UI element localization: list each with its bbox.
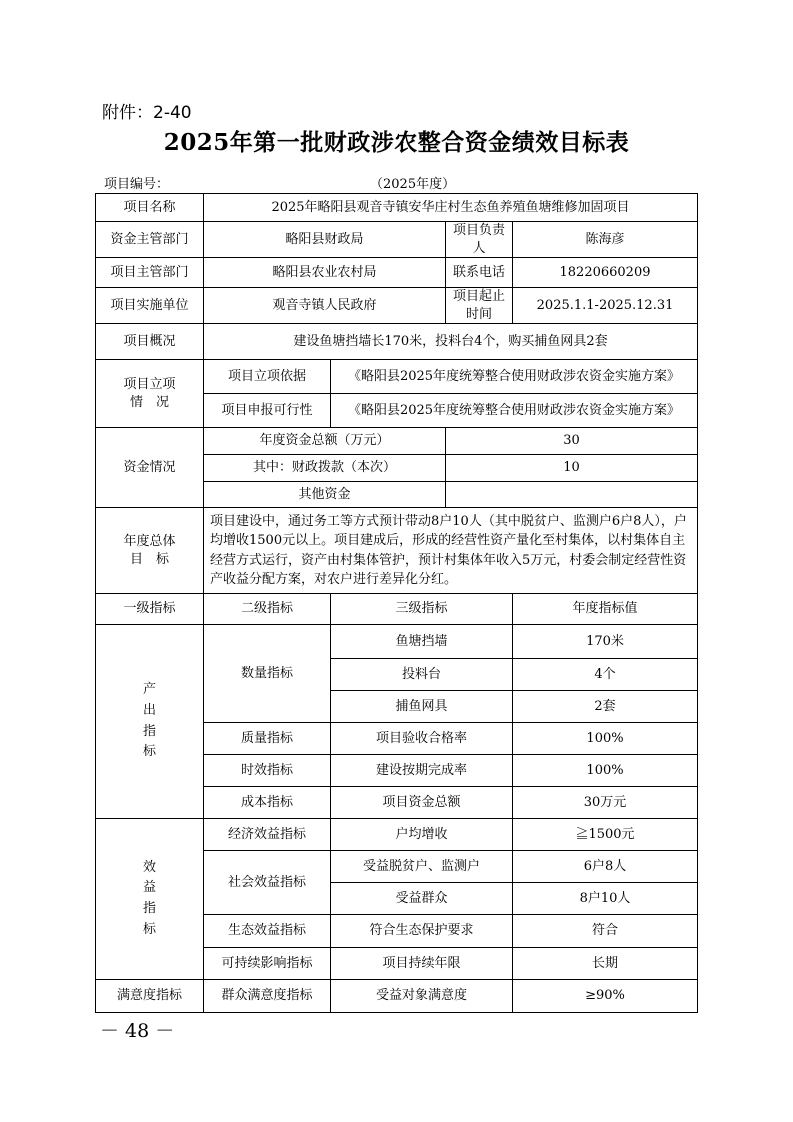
funds-fiscal-value: 10 [446, 455, 698, 482]
project-dept-value: 略阳县农业农村局 [204, 258, 446, 288]
output-char: 产 [142, 682, 156, 698]
funds-total-label: 年度资金总额（万元） [204, 428, 446, 455]
implementing-unit-label: 项目实施单位 [96, 288, 204, 324]
table-row [96, 594, 698, 625]
table-row [96, 258, 698, 288]
benefit-char: 益 [142, 880, 156, 896]
ecological-indicator-label: 生态效益指标 [204, 915, 331, 948]
cost-item-value: 30万元 [513, 787, 698, 819]
ecological-item-value: 符合 [513, 915, 698, 948]
economic-indicator-label: 经济效益指标 [204, 819, 331, 851]
phone-value: 18220660209 [513, 258, 698, 288]
period-value: 2025.1.1-2025.12.31 [513, 288, 698, 324]
overview-label: 项目概况 [96, 324, 204, 360]
benefit-indicator-label [96, 819, 204, 980]
output-char: 指 [142, 723, 156, 739]
social-item-value: 6户8人 [513, 851, 698, 883]
page-title: 2025年第一批财政涉农整合资金绩效目标表 [163, 129, 630, 156]
quantity-item-value: 4个 [513, 659, 698, 691]
leader-label: 项目负责人 [446, 222, 513, 258]
benefit-char: 标 [142, 921, 156, 937]
project-name-label: 项目名称 [96, 194, 204, 222]
social-item-name: 受益脱贫户、监测户 [331, 851, 513, 883]
time-item-value: 100% [513, 755, 698, 787]
funds-other-value [446, 482, 698, 508]
header-target-value: 年度指标值 [513, 594, 698, 625]
approval-label-line2: 情 况 [129, 394, 169, 410]
table-row [96, 819, 698, 851]
quantity-indicator-label: 数量指标 [204, 625, 331, 723]
approval-label [96, 360, 204, 428]
quantity-item-value: 2套 [513, 691, 698, 723]
sustainability-item-value: 长期 [513, 948, 698, 980]
table-row [96, 222, 698, 258]
table-row [96, 194, 698, 222]
fiscal-year-label: （2025年度） [370, 177, 456, 192]
time-item-name: 建设按期完成率 [331, 755, 513, 787]
header-level1: 一级指标 [96, 594, 204, 625]
table-row [96, 508, 698, 594]
cost-item-name: 项目资金总额 [331, 787, 513, 819]
table-row [96, 360, 698, 394]
feasibility-label: 项目申报可行性 [204, 394, 331, 428]
feasibility-value: 《略阳县2025年度统筹整合使用财政涉农资金实施方案》 [331, 394, 698, 428]
sustainability-item-name: 项目持续年限 [331, 948, 513, 980]
overview-value: 建设鱼塘挡墙长170米，投料台4个，购买捕鱼网具2套 [204, 324, 698, 360]
approval-label-line1: 项目立项 [123, 377, 176, 393]
public-satisfaction-label: 群众满意度指标 [204, 980, 331, 1013]
benefit-char: 效 [142, 859, 156, 875]
satisfaction-item-name: 受益对象满意度 [331, 980, 513, 1013]
header-level2: 二级指标 [204, 594, 331, 625]
approval-basis-label: 项目立项依据 [204, 360, 331, 394]
ecological-item-name: 符合生态保护要求 [331, 915, 513, 948]
quality-item-value: 100% [513, 723, 698, 755]
quantity-item-name: 捕鱼网具 [331, 691, 513, 723]
project-dept-label: 项目主管部门 [96, 258, 204, 288]
quantity-item-name: 投料台 [331, 659, 513, 691]
header-level3: 三级指标 [331, 594, 513, 625]
sustainability-indicator-label: 可持续影响指标 [204, 948, 331, 980]
social-item-name: 受益群众 [331, 883, 513, 915]
project-name-value: 2025年略阳县观音寺镇安华庄村生态鱼养殖鱼塘维修加固项目 [204, 194, 698, 222]
cost-indicator-label: 成本指标 [204, 787, 331, 819]
funds-label: 资金情况 [96, 428, 204, 508]
output-char: 标 [142, 744, 156, 760]
goal-label [96, 508, 204, 594]
page-number: － 48 － [100, 1020, 175, 1042]
goal-label-line2: 目 标 [129, 551, 169, 567]
project-number-label: 项目编号： [104, 177, 170, 192]
satisfaction-item-value: ≥90% [513, 980, 698, 1013]
social-item-value: 8户10人 [513, 883, 698, 915]
fund-dept-value: 略阳县财政局 [204, 222, 446, 258]
period-label: 项目起止时间 [446, 288, 513, 324]
goal-label-line1: 年度总体 [123, 534, 176, 550]
table-row [96, 324, 698, 360]
attachment-label: 附件：2-40 [102, 103, 192, 123]
leader-value: 陈海彦 [513, 222, 698, 258]
table-row [96, 980, 698, 1013]
funds-other-label: 其他资金 [204, 482, 446, 508]
funds-fiscal-label: 其中：财政拨款（本次） [204, 455, 446, 482]
fund-dept-label: 资金主管部门 [96, 222, 204, 258]
funds-total-value: 30 [446, 428, 698, 455]
phone-label: 联系电话 [446, 258, 513, 288]
output-char: 出 [142, 702, 156, 718]
output-indicator-label [96, 625, 204, 819]
social-indicator-label: 社会效益指标 [204, 851, 331, 915]
economic-item-value: ≧1500元 [513, 819, 698, 851]
implementing-unit-value: 观音寺镇人民政府 [204, 288, 446, 324]
goal-text: 项目建设中，通过务工等方式预计带动8户10人（其中脱贫户、监测户6户8人），户均增收1500元以上。项目建成后，形成的经营性资产量化至村集体，以村集体自主经营方式运行，资产由村集体管护，预计村集体年收入5万元，村委会制定经营性资产收益分配方案，对农户进行差异化分红。 [204, 508, 698, 594]
quality-item-name: 项目验收合格率 [331, 723, 513, 755]
quantity-item-value: 170米 [513, 625, 698, 659]
table-row [96, 625, 698, 659]
table-row [96, 288, 698, 324]
quality-indicator-label: 质量指标 [204, 723, 331, 755]
table-row [96, 428, 698, 455]
approval-basis-value: 《略阳县2025年度统筹整合使用财政涉农资金实施方案》 [331, 360, 698, 394]
performance-target-table [95, 193, 698, 1013]
economic-item-name: 户均增收 [331, 819, 513, 851]
quantity-item-name: 鱼塘挡墙 [331, 625, 513, 659]
satisfaction-indicator-label: 满意度指标 [96, 980, 204, 1013]
benefit-char: 指 [142, 901, 156, 917]
time-indicator-label: 时效指标 [204, 755, 331, 787]
